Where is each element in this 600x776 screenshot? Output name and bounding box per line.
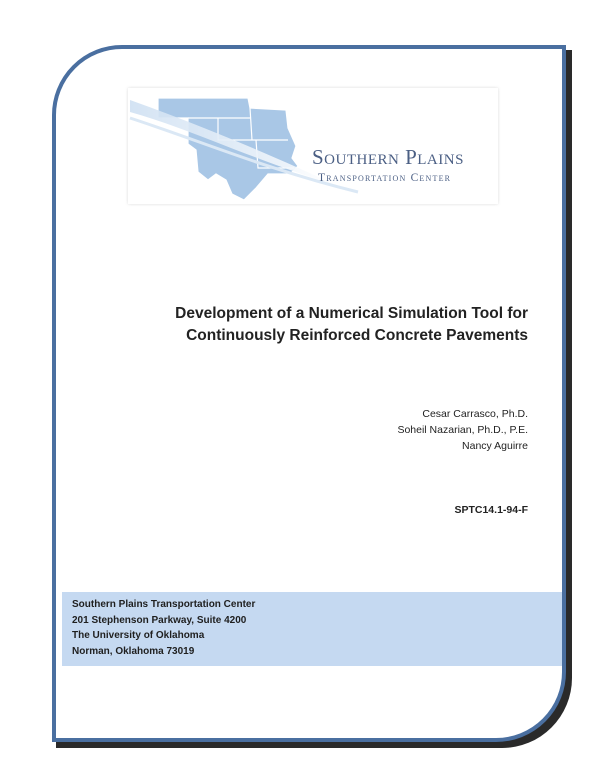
publisher-address [72, 597, 255, 659]
address-line: Norman, Oklahoma 73019 [72, 645, 195, 657]
logo-title: Southern Plains [312, 145, 464, 169]
author: Nancy Aguirre [462, 440, 528, 452]
address-line: 201 Stephenson Parkway, Suite 4200 [72, 614, 247, 626]
sptc-logo [128, 88, 498, 204]
address-line: The University of Oklahoma [72, 630, 205, 641]
author-list [397, 406, 528, 454]
author: Soheil Nazarian, Ph.D., P.E. [397, 424, 528, 436]
title-line-1: Development of a Numerical Simulation Tool for [175, 305, 528, 322]
report-number: SPTC14.1-94-F [454, 504, 528, 516]
logo-subtitle: Transportation Center [318, 172, 452, 184]
report-title [175, 303, 528, 347]
title-line-2: Continuously Reinforced Concrete Pavements [186, 327, 528, 344]
address-line: Southern Plains Transportation Center [72, 599, 256, 610]
states-map-shape [158, 98, 298, 200]
author: Cesar Carrasco, Ph.D. [422, 408, 528, 420]
